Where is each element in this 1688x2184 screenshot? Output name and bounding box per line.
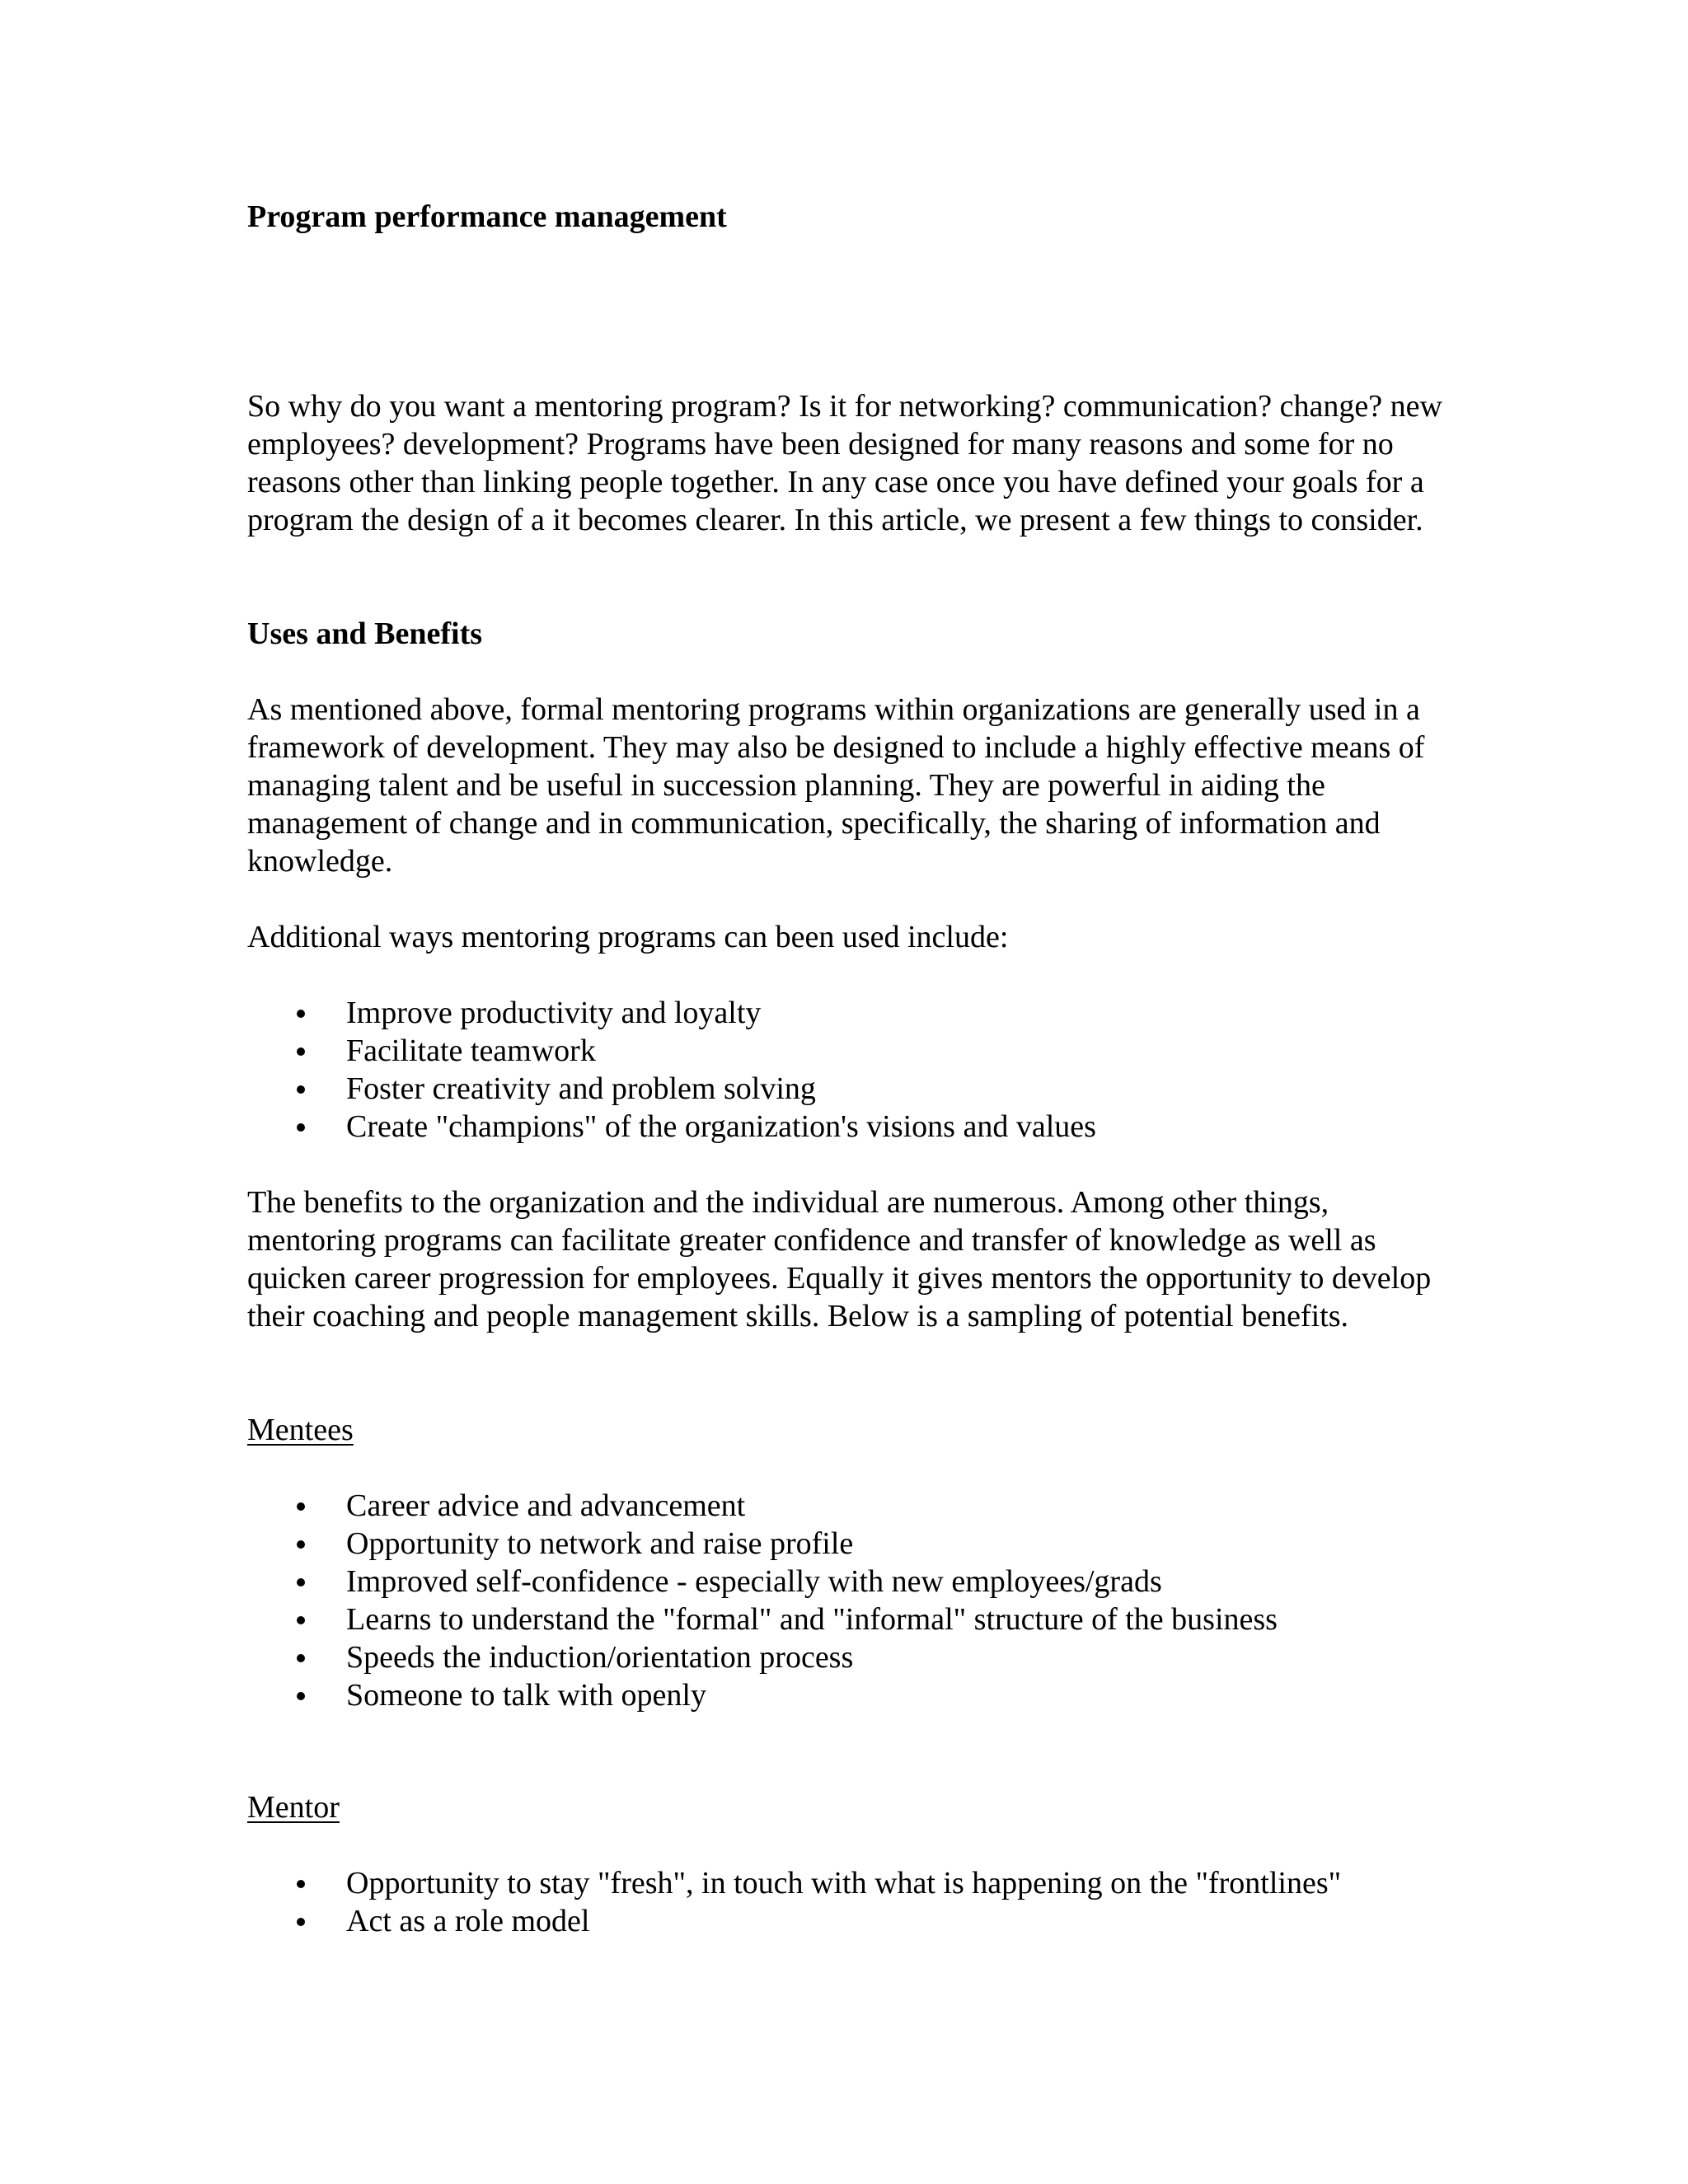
list-item: Career advice and advancement: [247, 1487, 1451, 1525]
list-item: Improve productivity and loyalty: [247, 994, 1451, 1032]
list-item: Improved self-confidence - especially with new employees/grads: [247, 1563, 1451, 1601]
uses-benefits-heading: Uses and Benefits: [247, 616, 483, 651]
mentor-list: [247, 1864, 1451, 1940]
list-item: Foster creativity and problem solving: [247, 1070, 1451, 1108]
list-item: Opportunity to network and raise profile: [247, 1525, 1451, 1563]
benefits-paragraph: The benefits to the organization and the individual are numerous. Among other things, mentoring programs can facilitate greater confidence and transfer of knowledge as well as quicken career progression for employees. Equally it gives mentors the opportunity to develop their coaching and people management skills. Below is a sampling of potential benefits.: [247, 1185, 1432, 1333]
additional-intro-paragraph: Additional ways mentoring programs can been used include:: [247, 920, 1009, 954]
additional-uses-list: [247, 994, 1451, 1146]
list-item: Create "champions" of the organization's visions and values: [247, 1108, 1451, 1146]
uses-paragraph: As mentioned above, formal mentoring programs within organizations are generally used in a framework of development. They may also be designed to include a highly effective means of managing talent and be useful in succession planning. They are powerful in aiding the management of change and in communication, specifically, the sharing of information and knowledge.: [247, 692, 1425, 879]
list-item: Act as a role model: [247, 1902, 1451, 1940]
mentor-heading: Mentor: [247, 1790, 340, 1825]
list-item: Speeds the induction/orientation process: [247, 1638, 1451, 1676]
list-item: Opportunity to stay "fresh", in touch with what is happening on the "frontlines": [247, 1864, 1451, 1902]
mentees-list: [247, 1487, 1451, 1714]
mentees-heading: Mentees: [247, 1413, 354, 1447]
intro-paragraph: So why do you want a mentoring program? Is it for networking? communication? change? new employees? development? Programs have been designed for many reasons and some for no reasons other than linking people together. In any case once you have defined your goals for a program the design of a it becomes clearer. In this article, we present a few things to consider.: [247, 389, 1442, 537]
list-item: Learns to understand the "formal" and "informal" structure of the business: [247, 1601, 1451, 1638]
page-title: Program performance management: [247, 199, 727, 234]
list-item: Facilitate teamwork: [247, 1032, 1451, 1070]
list-item: Someone to talk with openly: [247, 1676, 1451, 1714]
